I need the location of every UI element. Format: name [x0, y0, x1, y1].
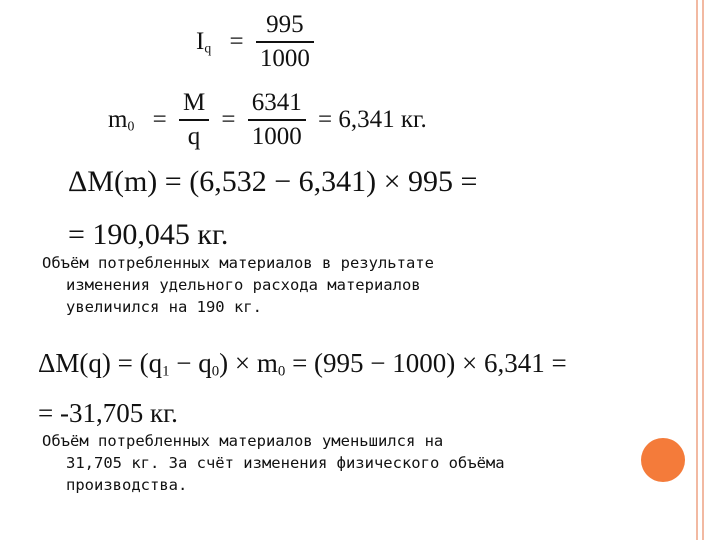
- paragraph-1-line-2: изменения удельного расхода материалов: [66, 276, 421, 294]
- paragraph-2-line-2: 31,705 кг. За счёт изменения физического объёма: [66, 454, 505, 472]
- formula-iq: [190, 12, 314, 73]
- formula-m0-denominator-1: q: [187, 123, 201, 151]
- paragraph-1: [42, 252, 434, 318]
- formula-m0-equals-1: =: [152, 106, 167, 134]
- paragraph-2: [42, 430, 505, 496]
- formula-m0: [102, 90, 433, 151]
- paragraph-1-line-1: Объём потребленных материалов в результате: [42, 254, 434, 272]
- formula-dm-q-line2: = -31,705 кг.: [38, 398, 178, 428]
- slide-frame-inner-line: [702, 0, 704, 540]
- formula-dm-q-line1: $\Delta M(q) = (q_1 - q_0) \times m_0 = (995 - 1000) \times 6,341$ =: [38, 348, 567, 380]
- formula-iq-denominator: 1000: [259, 45, 310, 73]
- formula-iq-fraction: [256, 12, 314, 73]
- formula-iq-equals: =: [229, 28, 244, 56]
- formula-m0-equals-2: =: [221, 106, 236, 134]
- slide-frame-outer-line: [696, 0, 698, 540]
- formula-m0-fraction-1: [179, 90, 209, 151]
- formula-iq-lhs: $I_q$: [196, 28, 212, 56]
- formula-dm-m-line1: ΔM(m) = (6,532 − 6,341) × 995 =: [68, 165, 478, 198]
- formula-m0-numerator-1: M: [182, 89, 206, 116]
- formula-dm-m-line2: = 190,045 кг.: [68, 218, 229, 251]
- formula-m0-numerator-2: 6341: [251, 89, 302, 116]
- fraction-bar: [256, 41, 314, 43]
- formula-m0-result: = 6,341 кг.: [318, 106, 427, 134]
- formula-m0-denominator-2: 1000: [251, 123, 302, 151]
- formula-m0-fraction-2: [248, 90, 306, 151]
- accent-circle: [641, 438, 685, 482]
- formula-m0-lhs: $m_0$: [108, 106, 135, 134]
- formula-iq-numerator: 995: [266, 11, 304, 38]
- paragraph-1-line-3: увеличился на 190 кг.: [66, 298, 262, 316]
- paragraph-2-line-3: производства.: [66, 476, 188, 494]
- fraction-bar: [179, 119, 209, 121]
- fraction-bar: [248, 119, 306, 121]
- paragraph-2-line-1: Объём потребленных материалов уменьшился на: [42, 432, 444, 450]
